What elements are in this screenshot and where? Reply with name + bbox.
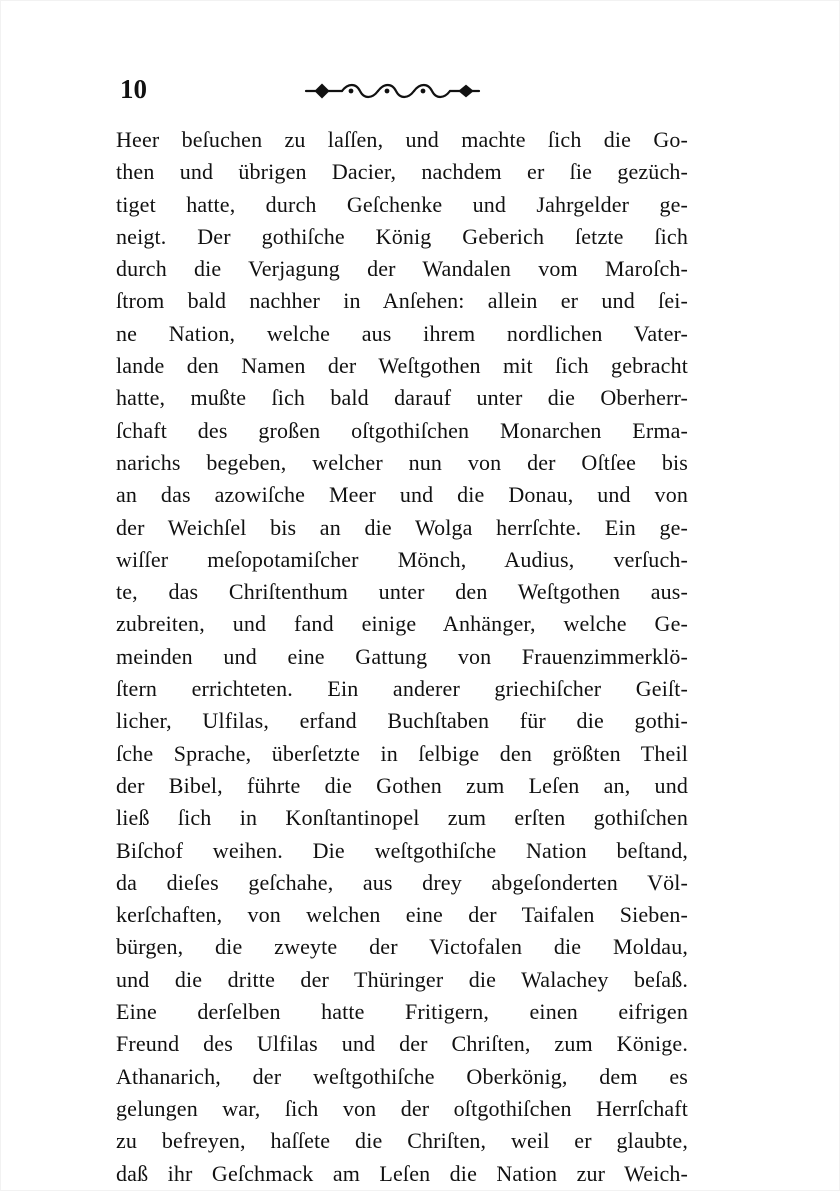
text-line: kerſchaften, von welchen eine der Taifalen Sieben- [116, 902, 688, 928]
text-line: zu befreyen, haſſete die Chriſten, weil er glaubte, [116, 1128, 688, 1154]
text-line: tiget hatte, durch Geſchenke und Jahrgelder ge- [116, 191, 688, 217]
text-line: meinden und eine Gattung von Frauenzimmerklö- [116, 643, 688, 669]
text-line: gelungen war, ſich von der oſtgothiſchen Herrſchaft [116, 1095, 688, 1121]
text-line: Eine derſelben hatte Fritigern, einen eifrigen [116, 999, 688, 1025]
text-line: lande den Namen der Weſtgothen mit ſich gebracht [116, 353, 688, 379]
page-number: 10 [120, 74, 147, 104]
text-line: ne Nation, welche aus ihrem nordlichen Vater- [116, 320, 688, 346]
body-text [116, 124, 688, 1190]
text-line: hatte, mußte ſich bald darauf unter die Oberherr- [116, 385, 688, 411]
text-line: der Bibel, führte die Gothen zum Leſen an, und [116, 772, 688, 798]
text-line: an das azowiſche Meer und die Donau, und von [116, 482, 688, 508]
text-line: daß ihr Geſchmack am Leſen die Nation zur Weich- [116, 1160, 688, 1186]
text-line: ſtern errichteten. Ein anderer griechiſcher Geiſt- [116, 676, 688, 702]
text-line: und die dritte der Thüringer die Walachey beſaß. [116, 966, 688, 992]
text-line: ſchaft des großen oſtgothiſchen Monarchen Erma- [116, 417, 688, 443]
text-line: Freund des Ulfilas und der Chriſten, zum Könige. [116, 1031, 688, 1057]
text-line: neigt. Der gothiſche König Geberich ſetzte ſich [116, 223, 688, 249]
text-line: durch die Verjagung der Wandalen vom Maroſch- [116, 256, 688, 282]
text-line: da dieſes geſchahe, aus drey abgeſonderten Völ- [116, 869, 688, 895]
text-line: Athanarich, der weſtgothiſche Oberkönig, dem es [116, 1063, 688, 1089]
text-line: ließ ſich in Konſtantinopel zum erſten gothiſchen [116, 805, 688, 831]
text-line: ſche Sprache, überſetzte in ſelbige den größten Theil [116, 740, 688, 766]
text-line: bürgen, die zweyte der Victofalen die Moldau, [116, 934, 688, 960]
text-line: licher, Ulfilas, erfand Buchſtaben für die gothi- [116, 708, 688, 734]
ornamental-rule-icon [302, 80, 482, 102]
text-line: then und übrigen Dacier, nachdem er ſie gezüch- [116, 159, 688, 185]
text-line: ſtrom bald nachher in Anſehen: allein er und ſei- [116, 288, 688, 314]
text-line: narichs begeben, welcher nun von der Oſtſee bis [116, 449, 688, 475]
text-line: der Weichſel bis an die Wolga herrſchte. Ein ge- [116, 514, 688, 540]
text-line: zubreiten, und fand einige Anhänger, welche Ge- [116, 611, 688, 637]
text-line: Biſchof weihen. Die weſtgothiſche Nation beſtand, [116, 837, 688, 863]
text-line: Heer beſuchen zu laſſen, und machte ſich die Go- [116, 127, 688, 152]
text-line: te, das Chriſtenthum unter den Weſtgothen aus- [116, 579, 688, 605]
text-line: wiſſer meſopotamiſcher Mönch, Audius, verſuch- [116, 546, 688, 572]
